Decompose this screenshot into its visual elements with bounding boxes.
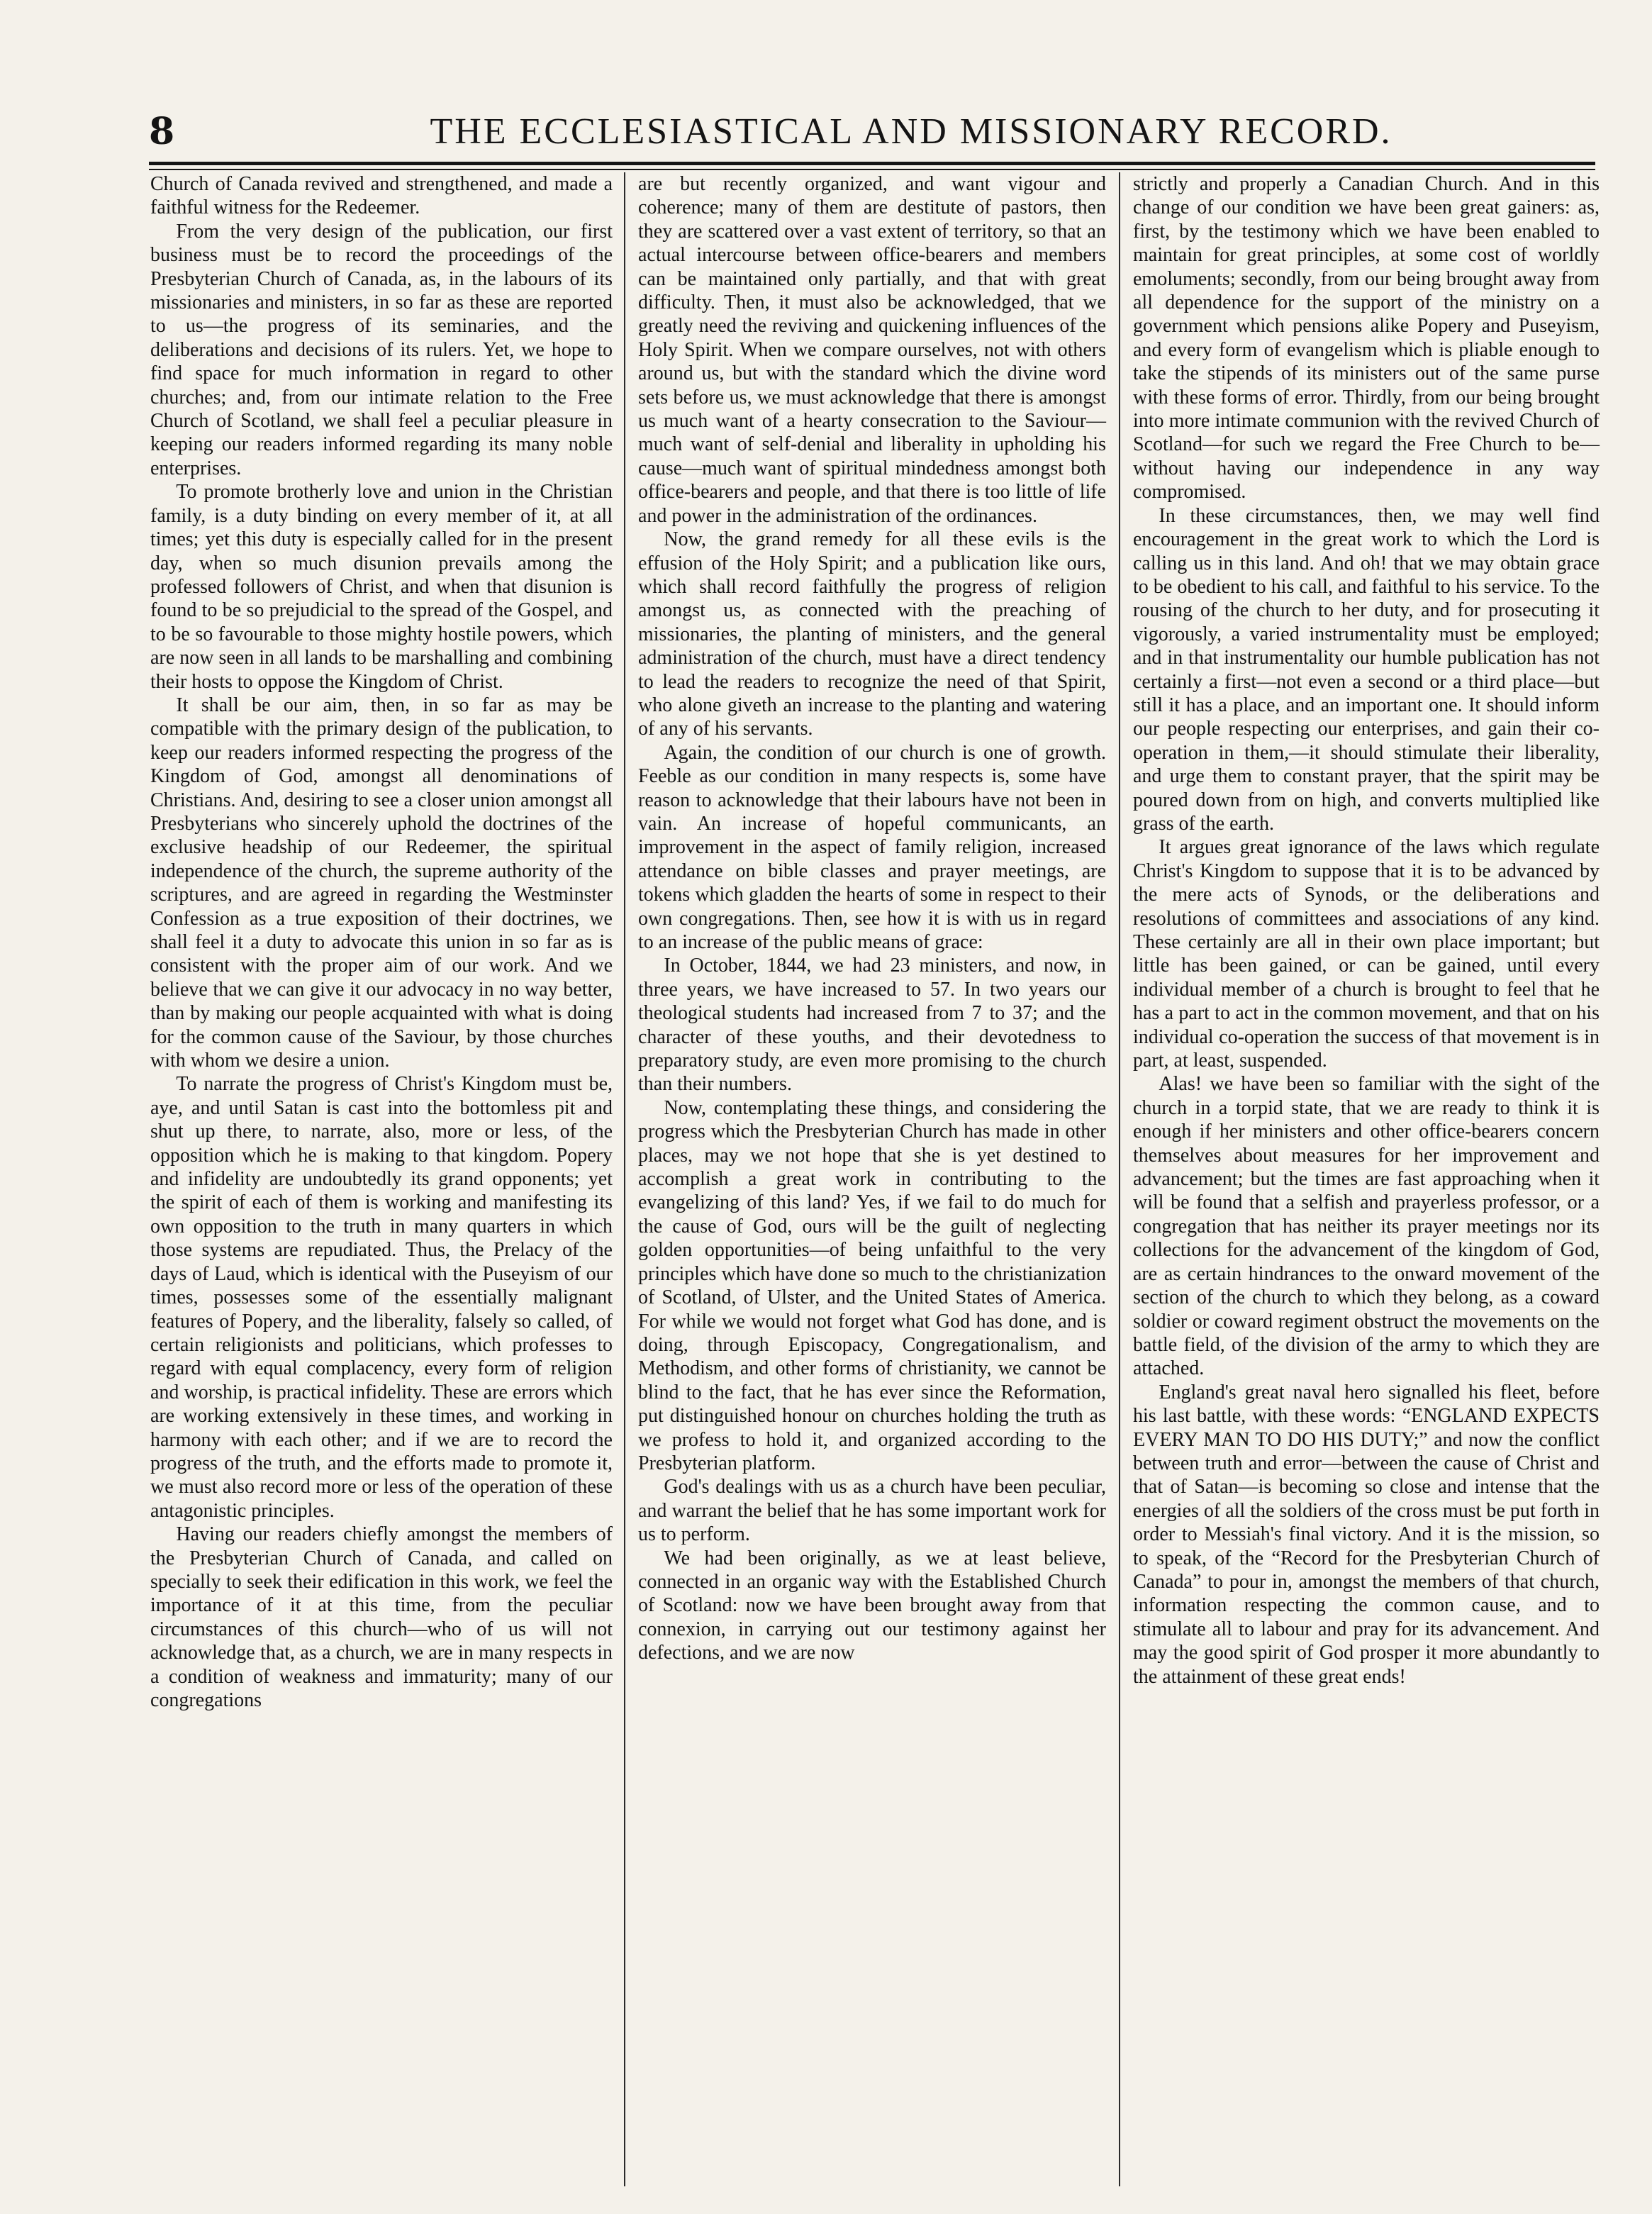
paragraph: strictly and properly a Canadian Church. And in this change of our condition we have been great gainers: as, first, by the testimony which we have been enabled to maintain for great principles, at some cost of worldly emoluments; secondly, from our being brought away from all dependence for the support of the ministry on a government which pensions alike Popery and Puseyism, and every form of evangelism which is pliable enough to take the stipends of its ministers out of the same purse with these forms of error. Thirdly, from our being brought into more intimate communion with the revived Church of Scotland—for such we regard the Free Church to be—without having our independence in any way compromised. [1133,173,1600,504]
paragraph: Church of Canada revived and strengthened, and made a faithful witness for the Redeemer. [150,173,613,219]
paragraph: It shall be our aim, then, in so far as may be compatible with the primary design of the publication, to keep our readers informed respecting the progress of the Kingdom of God, amongst all denominations of Christians. And, desiring to see a closer union amongst all Presbyterians who sincerely uphold the doctrines of the exclusive headship of our Redeemer, the spiritual independence of the church, the supreme authority of the scriptures, and are agreed in regarding the Westminster Confession as a true exposition of their doctrines, we shall feel it a duty to advocate this union in so far as is consistent with the proper aim of our work. And we believe that we can give it our advocacy in no way better, than by making our people acquainted with what is doing for the common cause of the Saviour, by those churches with whom we desire a union. [150,694,613,1072]
column-divider [1119,172,1120,2186]
paragraph: God's dealings with us as a church have been peculiar, and warrant the belief that he has some important work for us to perform. [638,1476,1106,1546]
paragraph: Alas! we have been so familiar with the sight of the church in a torpid state, that we are ready to think it is enough if her ministers and other office-bearers concern themselves about measures for her improvement and advancement; but the times are fast approaching when it will be found that a selfish and prayerless professor, or a congregation that has neither its prayer meetings nor its collections for the advancement of the kingdom of God, are as certain hindrances to the onward movement of the section of the church to which they belong, as a coward soldier or coward regiment obstruct the movements on the battle field, of the division of the army to which they are attached. [1133,1073,1600,1380]
text-columns [142,172,1602,2186]
paragraph: To promote brotherly love and union in the Christian family, is a duty binding on every member of it, at all times; yet this duty is especially called for in the present day, when so much disunion prevails among the professed followers of Christ, and when that disunion is found to be so prejudicial to the spread of the Gospel, and to be so favourable to those mighty hostile powers, which are now seen in all lands to be marshalling and combining their hosts to oppose the Kingdom of Christ. [150,481,613,693]
paragraph: In these circumstances, then, we may well find encouragement in the great work to which the Lord is calling us in this land. And oh! that we may obtain grace to be obedient to his call, and faithful to his service. To the rousing of the church to her duty, and for prosecuting it vigorously, a varied instrumentality must be employed; and in that instrumentality our humble publication has not certainly a first—not even a second or a third place—but still it has a place, and an important one. It should inform our people respecting our enterprises, and gain their co-operation in them,—it should stimulate their liberality, and urge them to constant prayer, that the spirit may be poured down from on high, and converts multiplied like grass of the earth. [1133,504,1600,835]
header-rule-thick [149,162,1595,165]
paragraph: To narrate the progress of Christ's Kingdom must be, aye, and until Satan is cast into the bottomless pit and shut up there, to narrate, also, more or less, of the opposition which he is making to that kingdom. Popery and infidelity are undoubtedly its grand opponents; yet the spirit of each of them is working and manifesting its own opposition to the truth in many quarters in which those systems are repudiated. Thus, the Prelacy of the days of Laud, which is identical with the Puseyism of our times, possesses some of the essentially malignant features of Popery, and the liberality, falsely so called, of certain religionists and politicians, which professes to regard with equal complacency, every form of religion and worship, is practical infidelity. These are errors which are working extensively in these times, and working in harmony with each other; and if we are to record the progress of the truth, and the efforts made to promote it, we must also record more or less of the operation of these antagonistic principles. [150,1073,613,1522]
column-1 [142,172,617,2186]
paragraph: In October, 1844, we had 23 ministers, and now, in three years, we have increased to 57. In two years our theological students had increased from 7 to 37; and the character of these youths, and their devotedness to preparatory study, are even more promising to the church than their numbers. [638,955,1106,1096]
paragraph: Having our readers chiefly amongst the members of the Presbyterian Church of Canada, and called on specially to seek their edification in this work, we feel the importance of it at this time, from the peculiar circumstances of this church—who of us will not acknowledge that, as a church, we are in many respects in a condition of weakness and immaturity; many of our congregations [150,1523,613,1711]
paragraph: Again, the condition of our church is one of growth. Feeble as our condition in many respects is, some have reason to acknowledge that their labours have not been in vain. An increase of hopeful communicants, an improvement in the aspect of family religion, increased attendance on bible classes and prayer meetings, are tokens which gladden the hearts of some in respect to their own congregations. Then, see how it is with us in regard to an increase of the public means of grace: [638,741,1106,953]
paragraph: From the very design of the publication, our first business must be to record the proceedings of the Presbyterian Church of Canada, as, in the labours of its missionaries and ministers, in so far as these are reported to us—the progress of its seminaries, and the deliberations and decisions of its rulers. Yet, we hope to find space for much information in regard to other churches; and, from our intimate relation to the Free Church of Scotland, we shall feel a peculiar pleasure in keeping our readers informed regarding its many noble enterprises. [150,220,613,479]
paragraph: It argues great ignorance of the laws which regulate Christ's Kingdom to suppose that it is to be advanced by the mere acts of Synods, or the deliberations and resolutions of committees and associations of any kind. These certainly are all in their own place important; but little has been gained, or can be gained, until every individual member of a church is brought to feel that he has a part to act in the common movement, and that on his individual co-operation the success of that movement is in part, at least, suspended. [1133,836,1600,1072]
page-header [149,99,1595,163]
page-number: 8 [149,109,175,153]
paragraph: are but recently organized, and want vigour and coherence; many of them are destitute of pastors, then they are scattered over a vast extent of territory, so that an actual intercourse between office-bearers and members can be maintained only partially, and that with great difficulty. Then, it must also be acknowledged, that we greatly need the reviving and quickening influences of the Holy Spirit. When we compare ourselves, not with others around us, but with the standard which the divine word sets before us, we must acknowledge that there is amongst us much want of a hearty consecration to the Saviour—much want of self-denial and liberality in upholding his cause—much want of spiritual mindedness amongst both office-bearers and people, and that there is too little of life and power in the administration of the ordinances. [638,173,1106,527]
column-2 [632,172,1112,2186]
column-3 [1127,172,1602,2186]
running-title: THE ECCLESIASTICAL AND MISSIONARY RECORD. [430,111,1393,152]
header-rule-thin [149,169,1595,170]
paragraph: We had been originally, as we at least believe, connected in an organic way with the Established Church of Scotland: now we have been brought away from that connexion, in carrying out our testimony against her defections, and we are now [638,1547,1106,1664]
paragraph: England's great naval hero signalled his fleet, before his last battle, with these words: “ENGLAND EXPECTS EVERY MAN TO DO HIS DUTY;” and now the conflict between truth and error—between the cause of Christ and that of Satan—is becoming so close and intense that the energies of all the soldiers of the cross must be put forth in order to Messiah's final victory. And it is the mission, so to speak, of the “Record for the Presbyterian Church of Canada” to pour in, amongst the members of that church, information respecting the common cause, and to stimulate all to labour and pray for its advancement. And may the good spirit of God prosper it more abundantly to the attainment of these great ends! [1133,1381,1600,1688]
column-divider [624,172,625,2186]
paragraph: Now, contemplating these things, and considering the progress which the Presbyterian Church has made in other places, may we not hope that she is yet destined to accomplish a great work in contributing to the evangelizing of this land? Yes, if we fail to do much for the cause of God, ours will be the guilt of neglecting golden opportunities—of being unfaithful to the very principles which have done so much to the christianization of Scotland, of Ulster, and the United States of America. For while we would not forget what God has done, and is doing, through Episcopacy, Congregationalism, and Methodism, and other forms of christianity, we cannot be blind to the fact, that he has ever since the Reformation, put distinguished honour on churches holding the truth as we profess to hold it, and organized according to the Presbyterian platform. [638,1096,1106,1474]
paragraph: Now, the grand remedy for all these evils is the effusion of the Holy Spirit; and a publication like ours, which shall record faithfully the progress of religion amongst us, as connected with the preaching of missionaries, the planting of ministers, and the general administration of the church, must have a direct tendency to lead the readers to recognize the need of that Spirit, who alone giveth an increase to the planting and watering of any of his servants. [638,528,1106,740]
